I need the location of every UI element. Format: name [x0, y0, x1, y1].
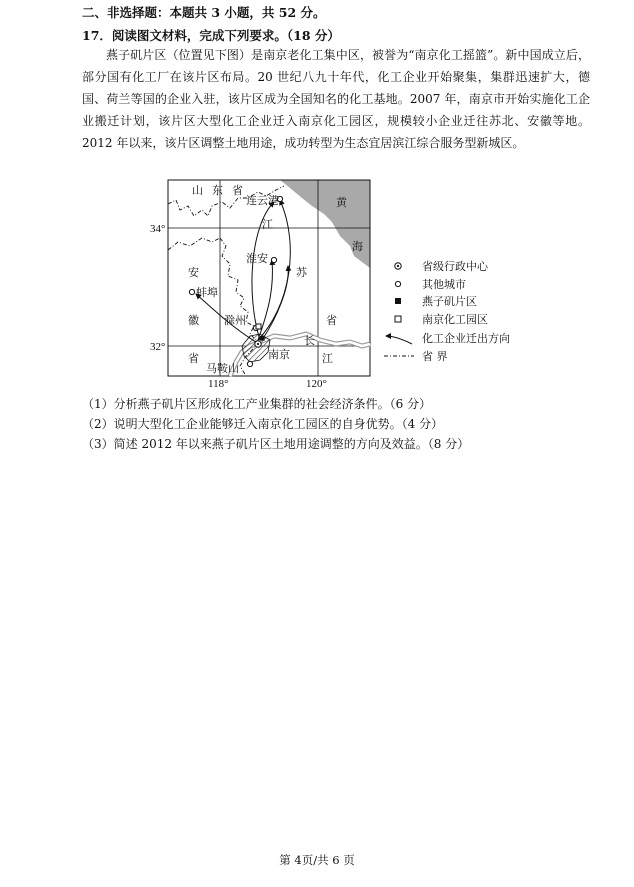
arrow-to-east — [262, 266, 288, 340]
section-title: 二、非选择题：本题共 3 小题，共 52 分。 — [82, 5, 326, 20]
label-anhui-1: 安 — [188, 266, 199, 279]
legend-yanziji-icon — [395, 298, 401, 304]
legend-city-label: 其他城市 — [422, 278, 466, 291]
coord-lon118: 118° — [208, 378, 229, 390]
coord-lon120: 120° — [306, 378, 327, 390]
sub-question-1: （1）分析燕子矶片区形成化工产业集群的社会经济条件。（6 分） — [82, 397, 432, 411]
label-changjiang-1: 长 — [304, 334, 315, 347]
legend-arrow-icon — [386, 336, 412, 344]
label-chuzhou: 滁州 — [224, 314, 246, 327]
label-shandong-2: 东 — [212, 184, 223, 197]
label-nanjing: 南京 — [268, 348, 290, 361]
label-changjiang-2: 江 — [322, 352, 333, 365]
maanshan-marker — [247, 361, 252, 366]
sub-questions — [82, 394, 469, 454]
yanziji-marker — [260, 336, 265, 341]
legend-boundary-label: 省 界 — [422, 350, 448, 363]
label-huanghai-2: 海 — [352, 240, 363, 253]
label-shandong-1: 山 — [192, 184, 203, 197]
legend-provincial-label: 省级行政中心 — [422, 260, 488, 273]
coord-lat34: 34° — [150, 223, 166, 235]
page-footer: 第 4页/共 6 页 — [279, 853, 355, 867]
label-lianyungang: 连云港 — [246, 194, 279, 207]
sub-question-3: （3）简述 2012 年以来燕子矶片区土地用途调整的方向及效益。（8 分） — [82, 437, 470, 451]
map-svg — [150, 176, 530, 390]
legend-city-icon — [395, 281, 400, 286]
coord-lat32: 32° — [150, 341, 166, 353]
label-bengbu: 蚌埠 — [196, 286, 218, 299]
legend-arrow-label: 化工企业迁出方向 — [422, 332, 510, 345]
label-jiangsu-1: 江 — [262, 218, 273, 231]
nanjing-area — [242, 334, 270, 362]
label-huanghai-1: 黄 — [336, 196, 347, 209]
boundary-anhui-north — [168, 238, 220, 250]
label-maanshan: 马鞍山 — [206, 362, 239, 375]
label-shandong-3: 省 — [232, 184, 243, 197]
sea-area — [280, 180, 370, 268]
sub-question-2: （2）说明大型化工企业能够迁入南京化工园区的自身优势。（4 分） — [82, 417, 444, 431]
chem-park-marker — [256, 324, 261, 329]
map-figure — [150, 176, 530, 390]
label-jiangsu-3: 省 — [326, 314, 337, 327]
legend-chem-park-icon — [395, 316, 401, 322]
bengbu-marker — [189, 289, 194, 294]
question-title: 17．阅读图文材料，完成下列要求。（18 分） — [82, 28, 340, 43]
legend-chem-park-label: 南京化工园区 — [422, 313, 488, 326]
label-anhui-3: 省 — [188, 352, 199, 365]
label-jiangsu-2: 苏 — [296, 266, 307, 279]
label-huaian: 淮安 — [246, 252, 268, 265]
legend-yanziji-label: 燕子矶片区 — [422, 295, 477, 308]
huaian-marker — [271, 257, 276, 262]
label-anhui-2: 徽 — [188, 314, 199, 327]
question-passage: 燕子矶片区（位置见下图）是南京老化工集中区，被誉为“南京化工摇篮”。新中国成立后，部分国有化工厂在该片区布局。20 世纪八九十年代，化工企业开始聚集，集群迅速扩大，德国、荷兰等国的企业入驻，该片区成为全国知名的化工基地。2007 年，南京市开始实施化工企业搬迁计划，该片区大型化工企业迁入南京化工园区，规模较小企业迁往苏北、安徽等地。2012 年以来，该片区调整土地用途，成功转型为生态宜居滨江综合服务型新城区。 — [82, 48, 590, 150]
